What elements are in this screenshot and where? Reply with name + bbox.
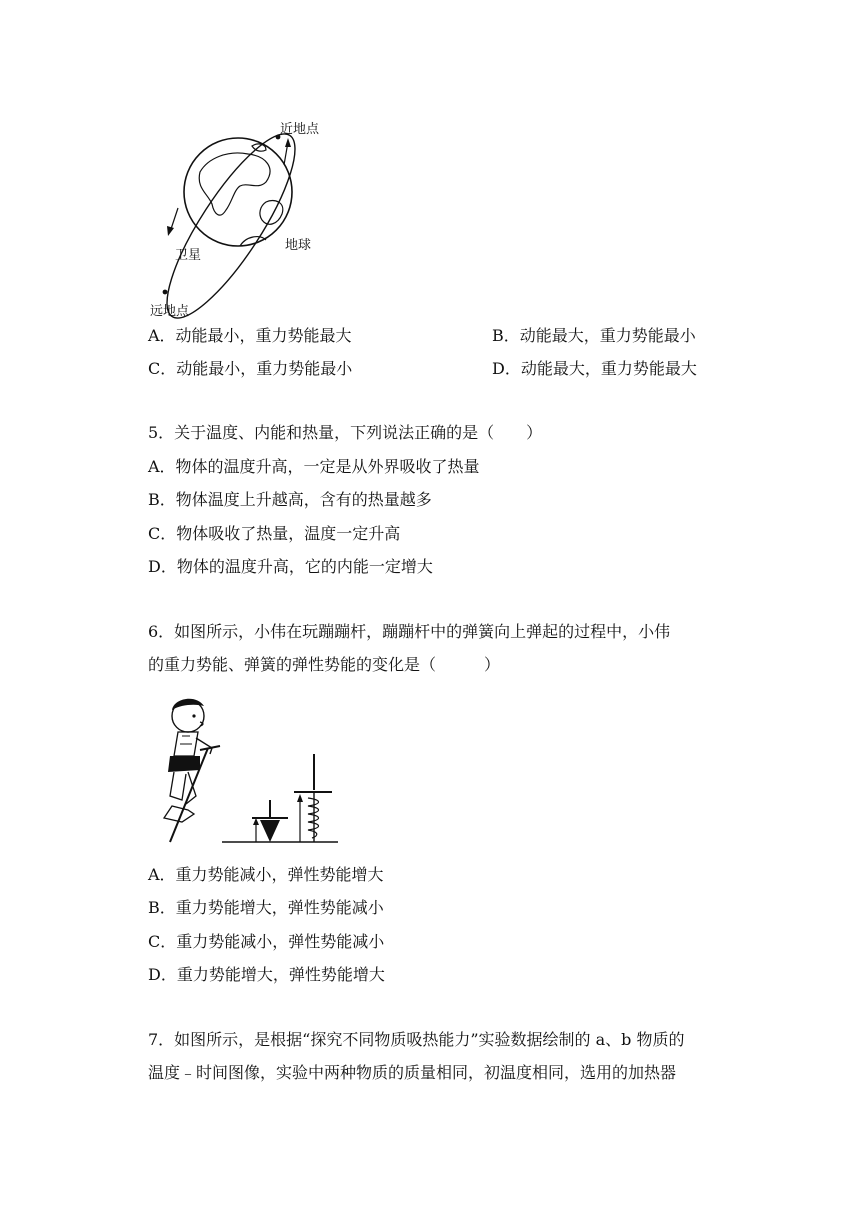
- q6-option-d: D．重力势能增大，弹性势能增大: [148, 965, 385, 984]
- orbit-figure: [148, 110, 348, 320]
- pogo-stick-diagram: [160, 692, 340, 852]
- q6-option-c: C．重力势能减小，弹性势能减小: [148, 932, 385, 951]
- q4-option-d: D．动能最大，重力势能最大: [492, 359, 697, 378]
- q5-option-d: D．物体的温度升高，它的内能一定增大: [148, 557, 433, 576]
- pogo-stick-figure: [160, 692, 340, 852]
- orbit-diagram: [148, 110, 348, 320]
- q4-option-b: B．动能最大，重力势能最小: [492, 326, 696, 345]
- satellite-label: 卫星: [175, 248, 202, 263]
- q5-option-b: B．物体温度上升越高，含有的热量越多: [148, 490, 432, 509]
- q5-option-c: C．物体吸收了热量，温度一定升高: [148, 524, 401, 543]
- q4-option-a: A．动能最小，重力势能最大: [148, 326, 352, 345]
- q5-option-a: A．物体的温度升高，一定是从外界吸收了热量: [148, 457, 480, 476]
- apogee-label: 远地点: [150, 304, 190, 319]
- q6-option-b: B．重力势能增大，弹性势能减小: [148, 898, 384, 917]
- q5-stem: 5．关于温度、内能和热量，下列说法正确的是（ ）: [148, 423, 543, 442]
- q6-stem-line1: 6．如图所示，小伟在玩蹦蹦杆，蹦蹦杆中的弹簧向上弹起的过程中，小伟: [148, 622, 671, 641]
- q4-option-c: C．动能最小，重力势能最小: [148, 359, 353, 378]
- q7-stem-line1: 7．如图所示，是根据“探究不同物质吸热能力”实验数据绘制的 a、b 物质的: [148, 1030, 685, 1049]
- perigee-label: 近地点: [280, 122, 320, 137]
- q6-option-a: A．重力势能减小，弹性势能增大: [148, 865, 384, 884]
- q7-stem-line2: 温度﹣时间图像，实验中两种物质的质量相同，初温度相同，选用的加热器: [148, 1063, 677, 1082]
- q6-stem-line2: 的重力势能、弹簧的弹性势能的变化是（ ）: [148, 655, 501, 674]
- earth-label: 地球: [285, 238, 312, 253]
